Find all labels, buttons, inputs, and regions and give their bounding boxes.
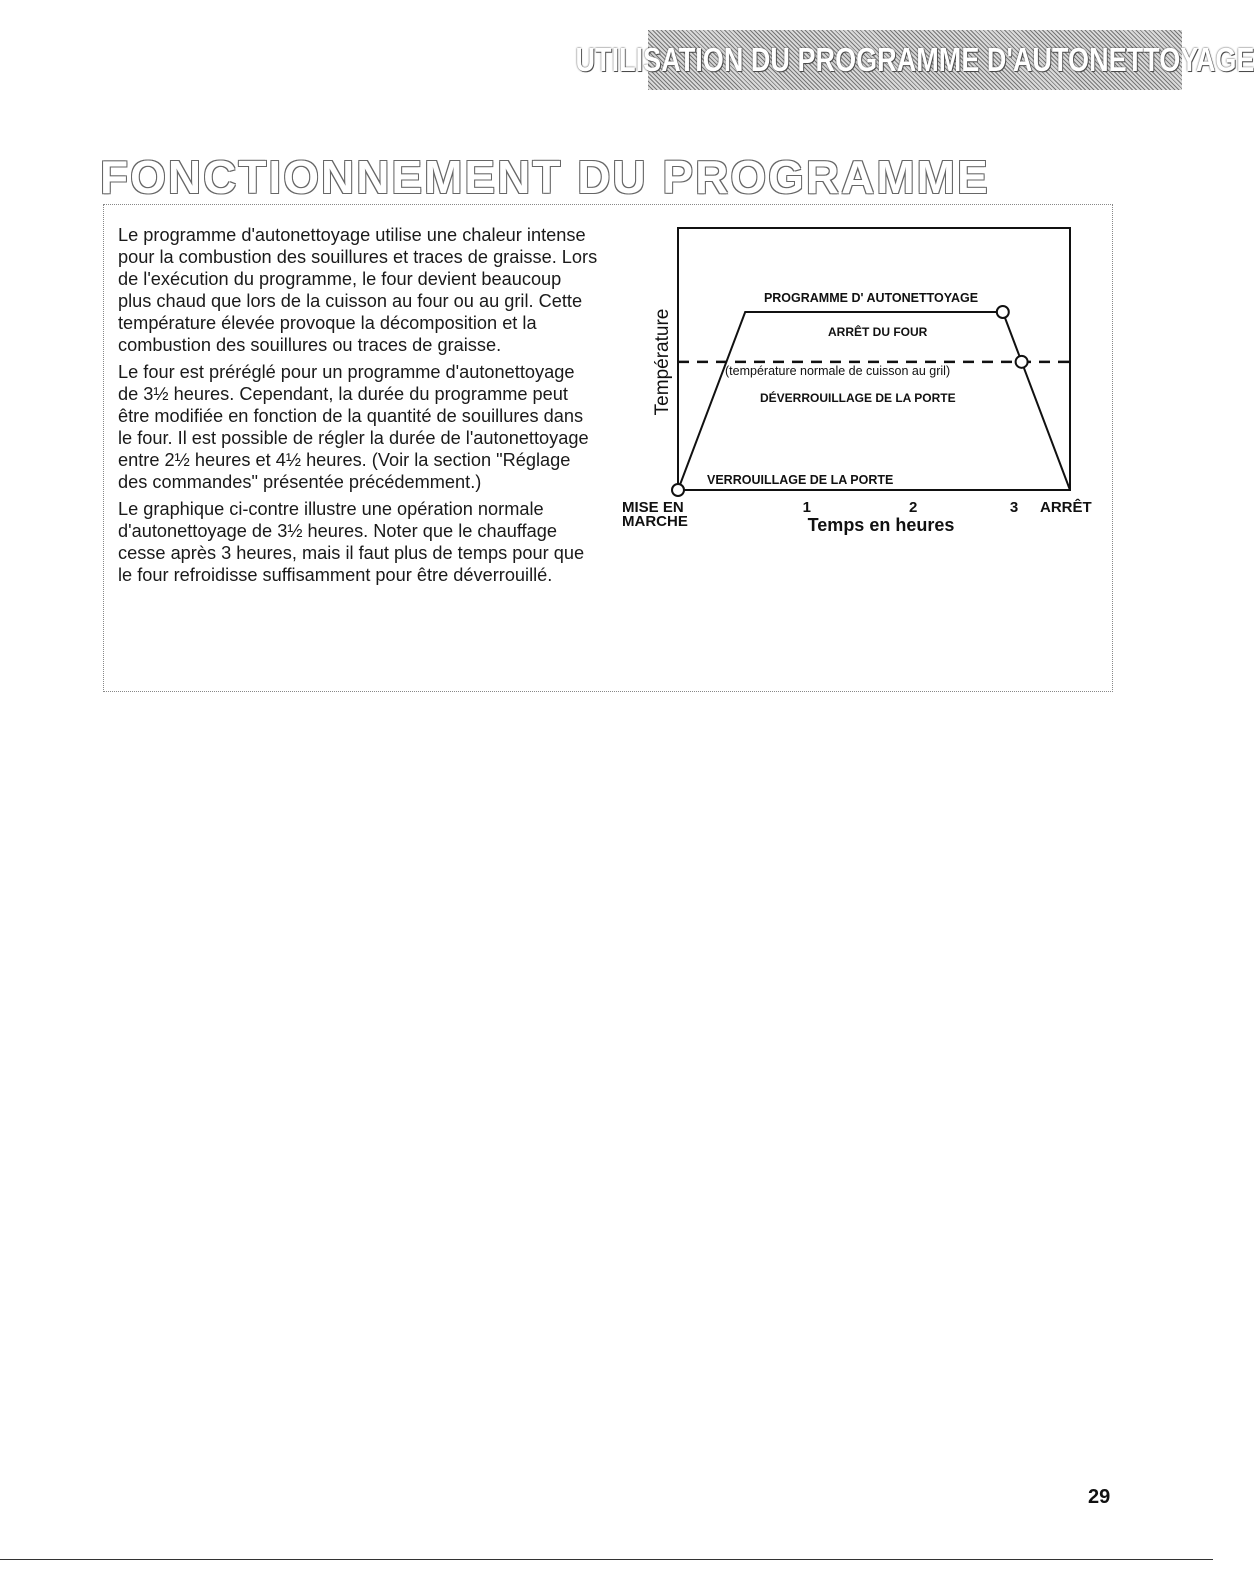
- reference-label: (température normale de cuisson au gril): [725, 364, 951, 378]
- bottom-rule: [0, 1559, 1213, 1560]
- x-tick-label: 1: [802, 499, 811, 516]
- page-number: 29: [1088, 1486, 1111, 1508]
- header-title: UTILISATION DU PROGRAMME D'AUTONETTOYAGE: [575, 41, 1254, 78]
- chart-svg: [610, 222, 1092, 542]
- oven-off-marker: [997, 306, 1009, 318]
- paragraph-2: Le four est préréglé pour un programme d'autonettoyage de 3½ heures. Cependant, la durée du programme peut être modifiée en fonction de la quantité de souillures dans le four. Il est possible de régler la durée de l'autonettoyage entre 2½ heures et 4½ heures. (Voir la section "Réglage des commandes" présentée précédemment.): [118, 362, 589, 492]
- section-title: FONCTIONNEMENT DU PROGRAMME: [100, 151, 990, 203]
- x-tick-label: ARRÊT: [1040, 499, 1092, 516]
- self-clean-chart: [610, 222, 1092, 542]
- paragraph-1: Le programme d'autonettoyage utilise une chaleur intense pour la combustion des souillures et traces de graisse. Lors de l'exécution du programme, le four devient beaucoup plus chaud que lors de la cuisson au four ou au gril. Cette température élevée provoque la décomposition et la combustion des souillures ou traces de graisse.: [118, 225, 598, 355]
- annotation-door-unlock: DÉVERROUILLAGE DE LA PORTE: [760, 391, 956, 405]
- paragraph-3: Le graphique ci-contre illustre une opération normale d'autonettoyage de 3½ heures. Noter que le chauffage cesse après 3 heures, mais il faut plus de temps pour que le four refroidisse suffisamment pour être déverrouillé.: [118, 499, 585, 585]
- x-tick-label: MISE EN MARCHE: [622, 499, 688, 530]
- door-lock-marker: [672, 484, 684, 496]
- door-unlock-marker: [1016, 356, 1028, 368]
- body-text: [118, 224, 598, 591]
- y-axis-label: Température: [652, 308, 673, 416]
- x-axis-label: Temps en heures: [807, 515, 955, 535]
- annotation-door-lock: VERROUILLAGE DE LA PORTE: [707, 473, 894, 487]
- annotation-oven-off: ARRÊT DU FOUR: [828, 325, 928, 339]
- chart-frame: [678, 228, 1070, 490]
- header-band: [575, 30, 1254, 90]
- annotation-program: PROGRAMME D' AUTONETTOYAGE: [763, 291, 979, 305]
- x-tick-label: 2: [909, 499, 918, 516]
- x-tick-label: 3: [1009, 499, 1019, 516]
